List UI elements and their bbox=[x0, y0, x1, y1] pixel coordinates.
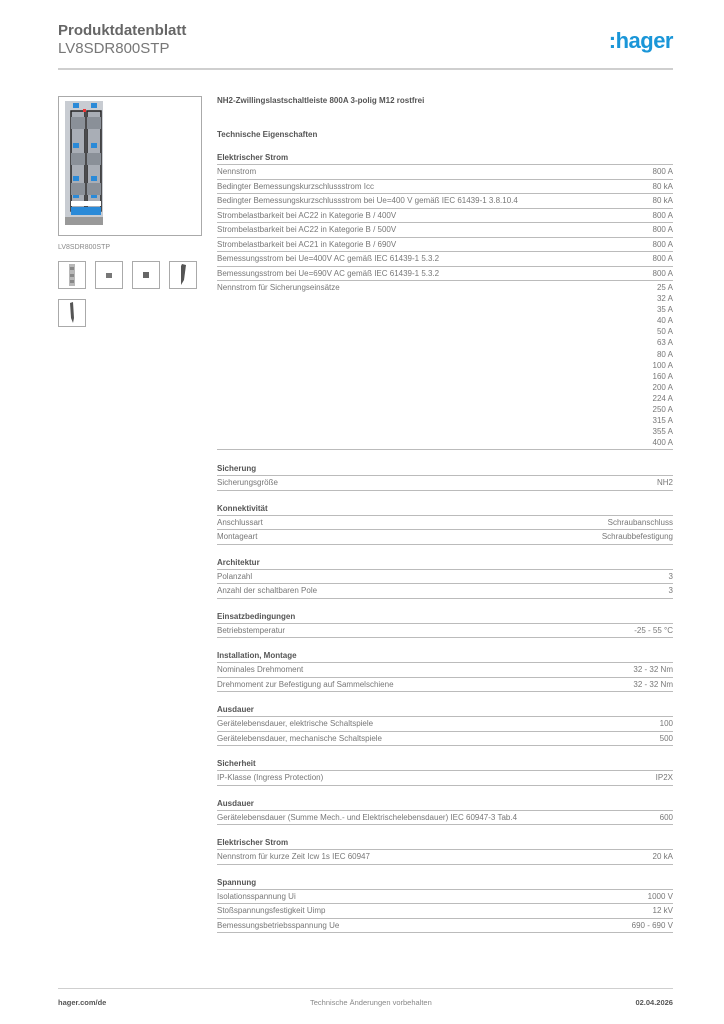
row-value: 32 A bbox=[656, 294, 673, 304]
row-value: NH2 bbox=[656, 478, 673, 488]
fuse-rating-list bbox=[653, 282, 673, 448]
row-value: 12 kV bbox=[652, 906, 673, 916]
row-label: Bemessungsstrom bei Ue=400V AC gemäß IEC 61439-1 5.3.2 bbox=[217, 254, 440, 263]
product-code: LV8SDR800STP bbox=[58, 40, 170, 57]
table-row bbox=[217, 919, 673, 934]
table-row bbox=[217, 850, 673, 865]
row-label: Stoßspannungsfestigkeit Uimp bbox=[217, 906, 326, 916]
row-value: 600 bbox=[659, 812, 673, 822]
image-caption: LV8SDR800STP bbox=[58, 244, 111, 251]
document-title: Produktdatenblatt bbox=[58, 22, 187, 39]
table-row bbox=[217, 238, 673, 253]
table-row bbox=[217, 516, 673, 531]
row-label: Nennstrom für Sicherungseinsätze bbox=[217, 283, 340, 292]
table-row bbox=[217, 771, 673, 786]
row-value: 100 A bbox=[652, 360, 673, 370]
row-value: 40 A bbox=[656, 316, 673, 326]
thumbnail-front-view[interactable] bbox=[58, 261, 86, 289]
table-row-multi-value bbox=[217, 281, 673, 450]
table-row bbox=[217, 570, 673, 585]
table-row bbox=[217, 663, 673, 678]
row-value: 800 A bbox=[652, 225, 673, 234]
page-footer bbox=[58, 998, 673, 1007]
row-value: 35 A bbox=[656, 305, 673, 315]
website-link[interactable]: hager.com/de bbox=[58, 998, 107, 1007]
row-value: 20 kA bbox=[652, 852, 673, 862]
row-value: 63 A bbox=[656, 338, 673, 348]
product-front-icon bbox=[68, 264, 76, 286]
row-label: Strombelastbarkeit bei AC22 in Kategorie B / 400V bbox=[217, 210, 397, 220]
section-safety bbox=[217, 758, 673, 786]
thumbnail-side-view-1[interactable] bbox=[169, 261, 197, 289]
table-row bbox=[217, 890, 673, 905]
table-row bbox=[217, 678, 673, 693]
section-title: Installation, Montage bbox=[217, 650, 673, 663]
product-part-icon bbox=[106, 273, 112, 278]
row-label: Nennstrom bbox=[217, 167, 257, 176]
section-architecture bbox=[217, 557, 673, 599]
section-title: Architektur bbox=[217, 557, 673, 570]
row-label: Bemessungsbetriebsspannung Ue bbox=[217, 920, 340, 930]
row-value: 800 A bbox=[652, 268, 673, 278]
product-gallery bbox=[58, 96, 202, 327]
table-row bbox=[217, 584, 673, 599]
section-title: Spannung bbox=[217, 877, 673, 890]
page-header bbox=[58, 22, 673, 58]
section-title: Elektrischer Strom bbox=[217, 837, 673, 850]
row-value: 315 A bbox=[652, 416, 673, 426]
section-voltage bbox=[217, 877, 673, 934]
section-endurance-total bbox=[217, 798, 673, 826]
document-date: 02.04.2026 bbox=[635, 998, 673, 1007]
product-side-icon bbox=[68, 302, 76, 324]
row-value: 250 A bbox=[652, 405, 673, 415]
row-label: Anzahl der schaltbaren Pole bbox=[217, 586, 318, 596]
table-row bbox=[217, 194, 673, 209]
thumbnail-side-view-2[interactable] bbox=[58, 299, 86, 327]
row-value: 50 A bbox=[656, 327, 673, 337]
section-title: Elektrischer Strom bbox=[217, 152, 673, 165]
table-row bbox=[217, 165, 673, 180]
row-value: 80 A bbox=[656, 349, 673, 359]
table-row bbox=[217, 624, 673, 639]
table-row bbox=[217, 904, 673, 919]
row-value: 500 bbox=[659, 733, 673, 743]
row-label: Bemessungsstrom bei Ue=690V AC gemäß IEC 61439-1 5.3.2 bbox=[217, 268, 440, 278]
section-electrical-current-short-time bbox=[217, 837, 673, 865]
table-row bbox=[217, 223, 673, 238]
row-value: 32 - 32 Nm bbox=[633, 665, 673, 675]
table-row bbox=[217, 811, 673, 826]
section-title: Ausdauer bbox=[217, 798, 673, 811]
section-title: Sicherheit bbox=[217, 758, 673, 771]
row-value: 800 A bbox=[652, 254, 673, 263]
thumbnail-strip bbox=[58, 261, 208, 327]
section-title: Einsatzbedingungen bbox=[217, 611, 673, 624]
row-value: 800 A bbox=[652, 239, 673, 249]
row-label: Anschlussart bbox=[217, 517, 263, 527]
row-label: IP-Klasse (Ingress Protection) bbox=[217, 773, 324, 783]
hager-logo: :hager bbox=[608, 28, 673, 53]
table-row bbox=[217, 717, 673, 732]
table-row bbox=[217, 180, 673, 195]
row-value: 200 A bbox=[652, 382, 673, 392]
row-value: 3 bbox=[668, 586, 673, 596]
row-label: Betriebstemperatur bbox=[217, 625, 286, 635]
row-label: Montageart bbox=[217, 532, 258, 542]
section-connectivity bbox=[217, 503, 673, 545]
row-value: 355 A bbox=[652, 427, 673, 437]
table-row bbox=[217, 252, 673, 267]
product-photo-icon bbox=[63, 101, 105, 231]
row-value: 25 A bbox=[656, 283, 673, 292]
disclaimer-text: Technische Änderungen vorbehalten bbox=[310, 998, 432, 1007]
row-label: Gerätelebensdauer, mechanische Schaltspiele bbox=[217, 733, 382, 743]
row-value: 80 kA bbox=[652, 181, 673, 191]
row-value: 800 A bbox=[652, 167, 673, 176]
row-value: 1000 V bbox=[647, 891, 673, 901]
row-label: Nennstrom für kurze Zeit Icw 1s IEC 60947 bbox=[217, 852, 370, 862]
section-operating-conditions bbox=[217, 611, 673, 639]
section-installation bbox=[217, 650, 673, 692]
product-name: NH2-Zwillingslastschaltleiste 800A 3-polig M12 rostfrei bbox=[217, 96, 425, 105]
row-value: Schraubbefestigung bbox=[601, 532, 673, 542]
row-value: 32 - 32 Nm bbox=[633, 679, 673, 689]
row-value: 224 A bbox=[652, 393, 673, 403]
row-value: 3 bbox=[668, 571, 673, 581]
table-row bbox=[217, 732, 673, 747]
thumbnail-small-part-1[interactable] bbox=[95, 261, 123, 289]
row-label: Polanzahl bbox=[217, 571, 253, 581]
row-label: Drehmoment zur Befestigung auf Sammelschiene bbox=[217, 679, 394, 689]
row-value: 690 - 690 V bbox=[631, 920, 673, 930]
section-title: Sicherung bbox=[217, 463, 673, 476]
technical-data bbox=[217, 96, 673, 933]
row-value: 400 A bbox=[652, 438, 673, 448]
row-value: 800 A bbox=[652, 210, 673, 220]
product-side-icon bbox=[179, 264, 187, 286]
row-value: 100 bbox=[659, 719, 673, 729]
row-value: 80 kA bbox=[652, 196, 673, 205]
row-label: Strombelastbarkeit bei AC22 in Kategorie B / 500V bbox=[217, 225, 397, 234]
thumbnail-small-part-2[interactable] bbox=[132, 261, 160, 289]
footer-divider bbox=[58, 988, 673, 989]
main-product-image[interactable] bbox=[58, 96, 202, 236]
table-row bbox=[217, 267, 673, 282]
product-part-icon bbox=[143, 272, 149, 278]
section-title: Ausdauer bbox=[217, 704, 673, 717]
table-row bbox=[217, 476, 673, 491]
row-label: Bedingter Bemessungskurzschlussstrom Icc bbox=[217, 181, 374, 191]
row-label: Gerätelebensdauer, elektrische Schaltspiele bbox=[217, 719, 374, 729]
section-endurance bbox=[217, 704, 673, 746]
row-value: -25 - 55 °C bbox=[634, 625, 673, 635]
section-fuse bbox=[217, 463, 673, 491]
row-value: 160 A bbox=[652, 371, 673, 381]
row-label: Strombelastbarkeit bei AC21 in Kategorie B / 690V bbox=[217, 239, 397, 249]
section-electrical-current bbox=[217, 152, 673, 450]
row-value: IP2X bbox=[655, 773, 673, 783]
row-label: Nominales Drehmoment bbox=[217, 665, 304, 675]
section-title: Konnektivität bbox=[217, 503, 673, 516]
table-row bbox=[217, 209, 673, 224]
properties-heading: Technische Eigenschaften bbox=[217, 130, 318, 139]
header-divider bbox=[58, 68, 673, 70]
row-label: Gerätelebensdauer (Summe Mech.- und Elektrischelebensdauer) IEC 60947-3 Tab.4 bbox=[217, 812, 518, 822]
table-row bbox=[217, 530, 673, 545]
row-label: Bedingter Bemessungskurzschlussstrom bei Ue=400 V gemäß IEC 61439-1 3.8.10.4 bbox=[217, 196, 518, 205]
row-label: Isolationsspannung Ui bbox=[217, 891, 296, 901]
row-value: Schraubanschluss bbox=[607, 517, 673, 527]
row-label: Sicherungsgröße bbox=[217, 478, 278, 488]
